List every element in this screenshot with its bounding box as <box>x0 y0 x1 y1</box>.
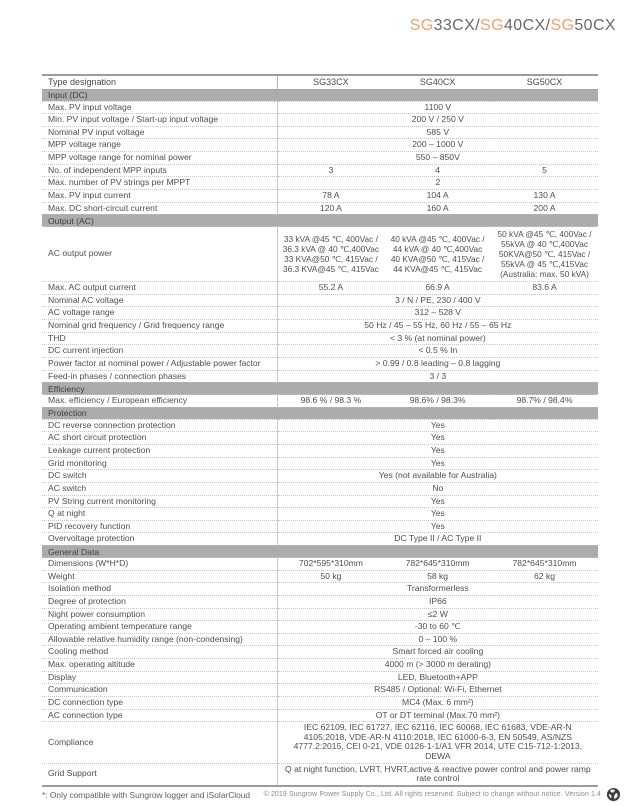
spec-value: 550 – 850V <box>277 152 598 165</box>
spec-value-multiline <box>277 227 384 282</box>
spec-row <box>42 671 598 684</box>
spec-label: AC switch <box>42 482 277 495</box>
title-segment: / <box>475 17 481 34</box>
spec-value: No <box>277 482 598 495</box>
spec-value-line: 33 KVA@50 ℃, 415Vac / <box>284 254 378 265</box>
spec-label: Max. PV input voltage <box>42 101 277 114</box>
spec-label: AC output power <box>42 227 277 282</box>
spec-label: Leakage current protection <box>42 445 277 458</box>
spec-label: Min. PV input voltage / Start-up input voltage <box>42 114 277 127</box>
spec-value: 83.6 A <box>491 282 598 295</box>
table-header-label: Type designation <box>42 75 277 89</box>
spec-value: Yes <box>277 432 598 445</box>
spec-row <box>42 101 598 114</box>
section-header-row <box>42 215 598 227</box>
spec-value: 130 A <box>491 189 598 202</box>
spec-row <box>42 482 598 495</box>
spec-value: 1100 V <box>277 101 598 114</box>
spec-value: 782*645*310mm <box>384 558 491 571</box>
spec-row <box>42 152 598 165</box>
spec-value: Yes <box>277 495 598 508</box>
spec-value: -30 to 60 ℃ <box>277 621 598 634</box>
spec-row <box>42 320 598 333</box>
spec-row <box>42 114 598 127</box>
spec-value: 3 / 3 <box>277 370 598 383</box>
spec-label: Feed-in phases / connection phases <box>42 370 277 383</box>
spec-value: 4 <box>384 164 491 177</box>
spec-row <box>42 432 598 445</box>
spec-label: DC current injection <box>42 345 277 358</box>
spec-value-line: 50 kVA @45 ℃, 400Vac / <box>497 229 592 240</box>
spec-value: MC4 (Max. 6 mm²) <box>277 696 598 709</box>
spec-label: Max. number of PV strings per MPPT <box>42 177 277 190</box>
spec-value: LED, Bluetooth+APP <box>277 671 598 684</box>
spec-value: 58 kg <box>384 570 491 583</box>
spec-row <box>42 659 598 672</box>
spec-value-multiline <box>384 227 491 282</box>
table-header-row <box>42 75 598 89</box>
spec-value: RS485 / Optional: Wi-Fi, Ethernet <box>277 684 598 697</box>
footnote: *: Only compatible with Sungrow logger and iSolarCloud <box>42 789 251 800</box>
title-segment: / <box>545 17 551 34</box>
title-segment: 50CX <box>574 17 616 34</box>
spec-row <box>42 445 598 458</box>
spec-label: Weight <box>42 570 277 583</box>
spec-value: IEC 62109, IEC 61727, IEC 62116, IEC 60068, IEC 61683, VDE-AR-N 4105:2018, VDE-AR-N 4110:2018, IEC 61000-6-3, EN 50549, AS/NZS 4777.2:2015, CEI 0-21, VDE 0126-1-1/A1 VFR 2014, UTE C15-712-1:2013, DEWA <box>277 722 598 764</box>
spec-sheet <box>42 74 598 800</box>
spec-value: 160 A <box>384 202 491 215</box>
spec-value: Q at night function, LVRT, HVRT,active & reactive power control and power ramp rate control <box>277 763 598 786</box>
spec-value-line: 44 kVA @ 40 ℃,400Vac <box>392 244 483 255</box>
spec-label: MPP voltage range <box>42 139 277 152</box>
spec-label: Grid monitoring <box>42 457 277 470</box>
spec-row <box>42 307 598 320</box>
spec-value: 50 kg <box>277 570 384 583</box>
spec-row <box>42 457 598 470</box>
page-title <box>410 17 616 35</box>
spec-value: 55.2 A <box>277 282 384 295</box>
spec-label: Nominal AC voltage <box>42 294 277 307</box>
column-header-sg50cx: SG50CX <box>491 75 598 89</box>
spec-row <box>42 696 598 709</box>
spec-value-line: 36.3 kVA @ 40 ℃,400Vac <box>282 244 380 255</box>
title-accent-segment: SG <box>480 17 504 34</box>
spec-value: 120 A <box>277 202 384 215</box>
title-segment: 40CX <box>503 17 546 34</box>
spec-label: AC voltage range <box>42 307 277 320</box>
spec-value-line: 40 KVA@50 ℃, 415Vac / <box>390 254 485 265</box>
spec-value-line: 44 KVA@45 ℃, 415Vac <box>393 264 483 275</box>
spec-value: 50 Hz / 45 – 55 Hz, 60 Hz / 55 – 65 Hz <box>277 320 598 333</box>
section-header: Input (DC) <box>42 89 598 101</box>
spec-value: 3 <box>277 164 384 177</box>
spec-value: 66.9 A <box>384 282 491 295</box>
title-segment: 33CX <box>433 17 476 34</box>
column-header-sg40cx: SG40CX <box>384 75 491 89</box>
title-accent-segment: SG <box>550 17 575 34</box>
spec-value: Yes <box>277 508 598 521</box>
globe-icon <box>606 787 621 802</box>
spec-value: 312 – 528 V <box>277 307 598 320</box>
spec-row <box>42 508 598 521</box>
spec-label: PID recovery function <box>42 520 277 533</box>
spec-label: Allowable relative humidity range (non-condensing) <box>42 633 277 646</box>
section-header-row <box>42 407 598 419</box>
spec-label: Overvoltage protection <box>42 533 277 546</box>
spec-label: Night power consumption <box>42 608 277 621</box>
spec-row <box>42 621 598 634</box>
spec-label: Isolation method <box>42 583 277 596</box>
spec-label: Max. PV input current <box>42 189 277 202</box>
spec-label: Max. operating altitude <box>42 659 277 672</box>
spec-value-multiline <box>491 227 598 282</box>
spec-row <box>42 709 598 722</box>
spec-value-line: 33 kVA @45 ℃, 400Vac / <box>283 234 378 245</box>
spec-value: 78 A <box>277 189 384 202</box>
spec-label: Q at night <box>42 508 277 521</box>
spec-label: Cooling method <box>42 646 277 659</box>
spec-table-head <box>42 75 598 89</box>
spec-label: No. of independent MPP inputs <box>42 164 277 177</box>
spec-row <box>42 202 598 215</box>
spec-label: AC connection type <box>42 709 277 722</box>
spec-value: 782*645*310mm <box>491 558 598 571</box>
spec-row <box>42 126 598 139</box>
spec-value: 585 V <box>277 126 598 139</box>
spec-label: Dimensions (W*H*D) <box>42 558 277 571</box>
section-header-row <box>42 89 598 101</box>
spec-row <box>42 495 598 508</box>
spec-value: > 0.99 / 0.8 leading – 0.8 lagging <box>277 357 598 370</box>
spec-value: Yes (not available for Australia) <box>277 470 598 483</box>
spec-value: 3 / N / PE, 230 / 400 V <box>277 294 598 307</box>
section-header: General Data <box>42 546 598 558</box>
spec-row <box>42 139 598 152</box>
spec-value: 98.6% / 98.3% <box>384 395 491 408</box>
spec-value: IP66 <box>277 595 598 608</box>
spec-value: Transformerless <box>277 583 598 596</box>
spec-label: Degree of protection <box>42 595 277 608</box>
spec-value: 98.6 % / 98.3 % <box>277 395 384 408</box>
spec-row <box>42 177 598 190</box>
spec-value-line: 50KVA@50 ℃, 415Vac / <box>498 249 591 260</box>
spec-label: Communication <box>42 684 277 697</box>
spec-row <box>42 189 598 202</box>
spec-label: DC connection type <box>42 696 277 709</box>
spec-value: 0 – 100 % <box>277 633 598 646</box>
section-header-row <box>42 383 598 395</box>
column-header-sg33cx: SG33CX <box>277 75 384 89</box>
section-header: Output (AC) <box>42 215 598 227</box>
spec-row <box>42 583 598 596</box>
spec-row <box>42 570 598 583</box>
spec-value: Yes <box>277 419 598 432</box>
spec-row <box>42 345 598 358</box>
spec-label: Max. DC short-circuit current <box>42 202 277 215</box>
spec-label: Operating ambient temperature range <box>42 621 277 634</box>
section-header: Efficiency <box>42 383 598 395</box>
spec-table <box>42 74 598 787</box>
spec-row <box>42 470 598 483</box>
title-accent-segment: SG <box>409 17 434 34</box>
spec-value-line: (Australia: max. 50 kVA) <box>500 269 589 280</box>
spec-value: DC Type II / AC Type II <box>277 533 598 546</box>
spec-label: Compliance <box>42 722 277 764</box>
spec-value-line: 55kVA @ 45 ℃,415Vac <box>500 259 589 270</box>
spec-label: Max. efficiency / European efficiency <box>42 395 277 408</box>
spec-row <box>42 533 598 546</box>
spec-label: MPP voltage range for nominal power <box>42 152 277 165</box>
spec-value: 200 V / 250 V <box>277 114 598 127</box>
spec-row <box>42 646 598 659</box>
section-header-row <box>42 546 598 558</box>
spec-value: 5 <box>491 164 598 177</box>
spec-row <box>42 763 598 786</box>
spec-row <box>42 395 598 408</box>
spec-value: 2 <box>277 177 598 190</box>
spec-value: OT or DT terminal (Max.70 mm²) <box>277 709 598 722</box>
spec-value: 62 kg <box>491 570 598 583</box>
spec-value: < 0.5 % In <box>277 345 598 358</box>
spec-value: < 3 % (at nominal power) <box>277 332 598 345</box>
spec-value-line: 40 kVA @45 ℃, 400Vac / <box>390 234 485 245</box>
spec-row <box>42 419 598 432</box>
spec-label: THD <box>42 332 277 345</box>
spec-label: AC short circuit protection <box>42 432 277 445</box>
spec-row <box>42 684 598 697</box>
spec-value: 4000 m (> 3000 m derating) <box>277 659 598 672</box>
spec-value: Yes <box>277 520 598 533</box>
spec-value: Smart forced air cooling <box>277 646 598 659</box>
spec-row <box>42 558 598 571</box>
spec-label: DC reverse connection protection <box>42 419 277 432</box>
spec-label: Display <box>42 671 277 684</box>
spec-row <box>42 357 598 370</box>
spec-row <box>42 332 598 345</box>
spec-row <box>42 722 598 764</box>
copyright-text: © 2019 Sungrow Power Supply Co., Ltd. All rights reserved. Subject to change without notice. Version 1.4 <box>263 791 601 798</box>
spec-value: 200 A <box>491 202 598 215</box>
spec-label: PV String current monitoring <box>42 495 277 508</box>
spec-row <box>42 282 598 295</box>
page-footer <box>264 787 621 802</box>
spec-row <box>42 608 598 621</box>
spec-row <box>42 164 598 177</box>
spec-label: DC switch <box>42 470 277 483</box>
spec-row <box>42 370 598 383</box>
spec-row <box>42 227 598 282</box>
spec-value: 104 A <box>384 189 491 202</box>
spec-value: ≤2 W <box>277 608 598 621</box>
spec-value-line: 55kVA @ 40 ℃,400Vac <box>500 239 589 250</box>
spec-value: Yes <box>277 445 598 458</box>
spec-row <box>42 520 598 533</box>
section-header: Protection <box>42 407 598 419</box>
spec-value: 702*595*310mm <box>277 558 384 571</box>
spec-label: Max. AC output current <box>42 282 277 295</box>
spec-value: Yes <box>277 457 598 470</box>
spec-value: 200 – 1000 V <box>277 139 598 152</box>
spec-row <box>42 595 598 608</box>
spec-table-body <box>42 89 598 786</box>
spec-label: Power factor at nominal power / Adjustable power factor <box>42 357 277 370</box>
spec-label: Grid Support <box>42 763 277 786</box>
spec-value-line: 36.3 KVA@45 ℃, 415Vac <box>282 264 379 275</box>
spec-label: Nominal PV input voltage <box>42 126 277 139</box>
spec-row <box>42 633 598 646</box>
spec-row <box>42 294 598 307</box>
spec-value: 98.7% / 98.4% <box>491 395 598 408</box>
spec-label: Nominal grid frequency / Grid frequency range <box>42 320 277 333</box>
